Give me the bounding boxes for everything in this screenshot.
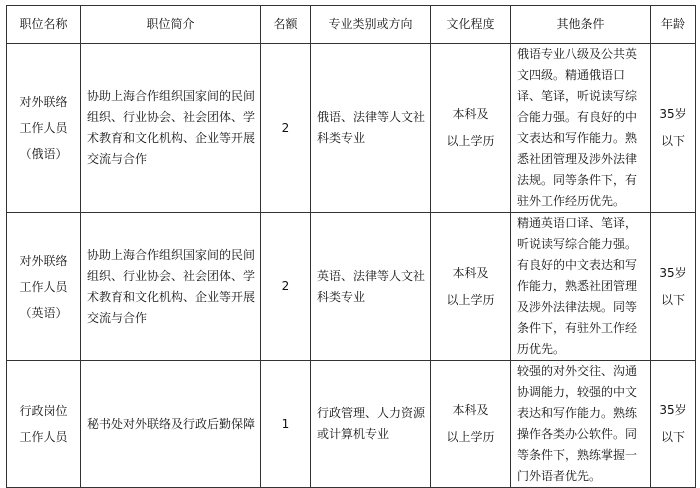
- education-line: 以上学历: [446, 430, 495, 444]
- education-line: 本科及: [452, 107, 489, 121]
- header-age: 年龄: [651, 6, 696, 44]
- education-cell: [431, 361, 511, 488]
- education-cell: [431, 44, 511, 213]
- quota-cell: 2: [261, 44, 311, 213]
- header-job-description: 职位简介: [81, 6, 261, 44]
- major-cell: 英语、法律等人文社科类专业: [311, 213, 431, 361]
- recruitment-table: [6, 5, 696, 488]
- header-row: [7, 6, 696, 44]
- position-name-line: （英语）: [19, 305, 68, 320]
- age-line: 35岁: [659, 107, 687, 121]
- quota-cell: 1: [261, 361, 311, 488]
- job-description-cell: 秘书处对外联络及行政后勤保障: [81, 361, 261, 488]
- education-line: 本科及: [452, 403, 489, 417]
- other-conditions-cell: 俄语专业八级及公共英文四级。精通俄语口译、笔译，听说读写综合能力强。有良好的中文表达和写作能力。熟悉社团管理及涉外法律法规。同等条件下，有驻外工作经历优先。: [511, 44, 651, 213]
- other-conditions-cell: 精通英语口译、笔译，听说读写综合能力强。有良好的中文表达和写作能力，熟悉社团管理及涉外法律法规。同等条件下，有驻外工作经历优先。: [511, 213, 651, 361]
- age-cell: [651, 213, 696, 361]
- major-cell: 俄语、法律等人文社科类专业: [311, 44, 431, 213]
- position-name-line: 工作人员: [19, 121, 68, 135]
- quota-cell: 2: [261, 213, 311, 361]
- position-name-cell: [7, 44, 81, 213]
- header-other-conditions: 其他条件: [511, 6, 651, 44]
- age-line: 以下: [660, 292, 685, 307]
- age-line: 以下: [660, 134, 685, 148]
- education-line: 本科及: [452, 265, 489, 280]
- job-description-cell: 协助上海合作组织国家间的民间组织、行业协会、社会团体、学术教育和文化机构、企业等开展交流与合作: [81, 44, 261, 213]
- age-cell: [651, 44, 696, 213]
- job-description-cell: 协助上海合作组织国家间的民间组织、行业协会、社会团体、学术教育和文化机构、企业等开展交流与合作: [81, 213, 261, 361]
- age-line: 以下: [660, 430, 685, 444]
- age-line: 35岁: [659, 265, 687, 280]
- age-cell: [651, 361, 696, 488]
- table-row: [7, 44, 696, 213]
- header-major: 专业类别或方向: [311, 6, 431, 44]
- education-cell: [431, 213, 511, 361]
- major-cell: 行政管理、人力资源或计算机专业: [311, 361, 431, 488]
- header-position-name: 职位名称: [7, 6, 81, 44]
- position-name-line: 行政岗位: [19, 404, 68, 418]
- header-education: 文化程度: [431, 6, 511, 44]
- education-line: 以上学历: [446, 134, 495, 148]
- other-conditions-cell: 较强的对外交往、沟通协调能力，较强的中文表达和写作能力。熟练操作各类办公软件。同等条件下，熟练掌握一门外语者优先。: [511, 361, 651, 488]
- position-name-line: 工作人员: [19, 430, 68, 444]
- position-name-line: 对外联络: [19, 95, 68, 109]
- education-line: 以上学历: [446, 292, 495, 307]
- age-line: 35岁: [659, 403, 687, 417]
- position-name-cell: [7, 361, 81, 488]
- header-quota: 名额: [261, 6, 311, 44]
- position-name-line: 工作人员: [19, 279, 68, 294]
- table-row: [7, 213, 696, 361]
- table-row: [7, 361, 696, 488]
- position-name-line: （俄语）: [19, 147, 68, 161]
- position-name-cell: [7, 213, 81, 361]
- position-name-line: 对外联络: [19, 253, 68, 268]
